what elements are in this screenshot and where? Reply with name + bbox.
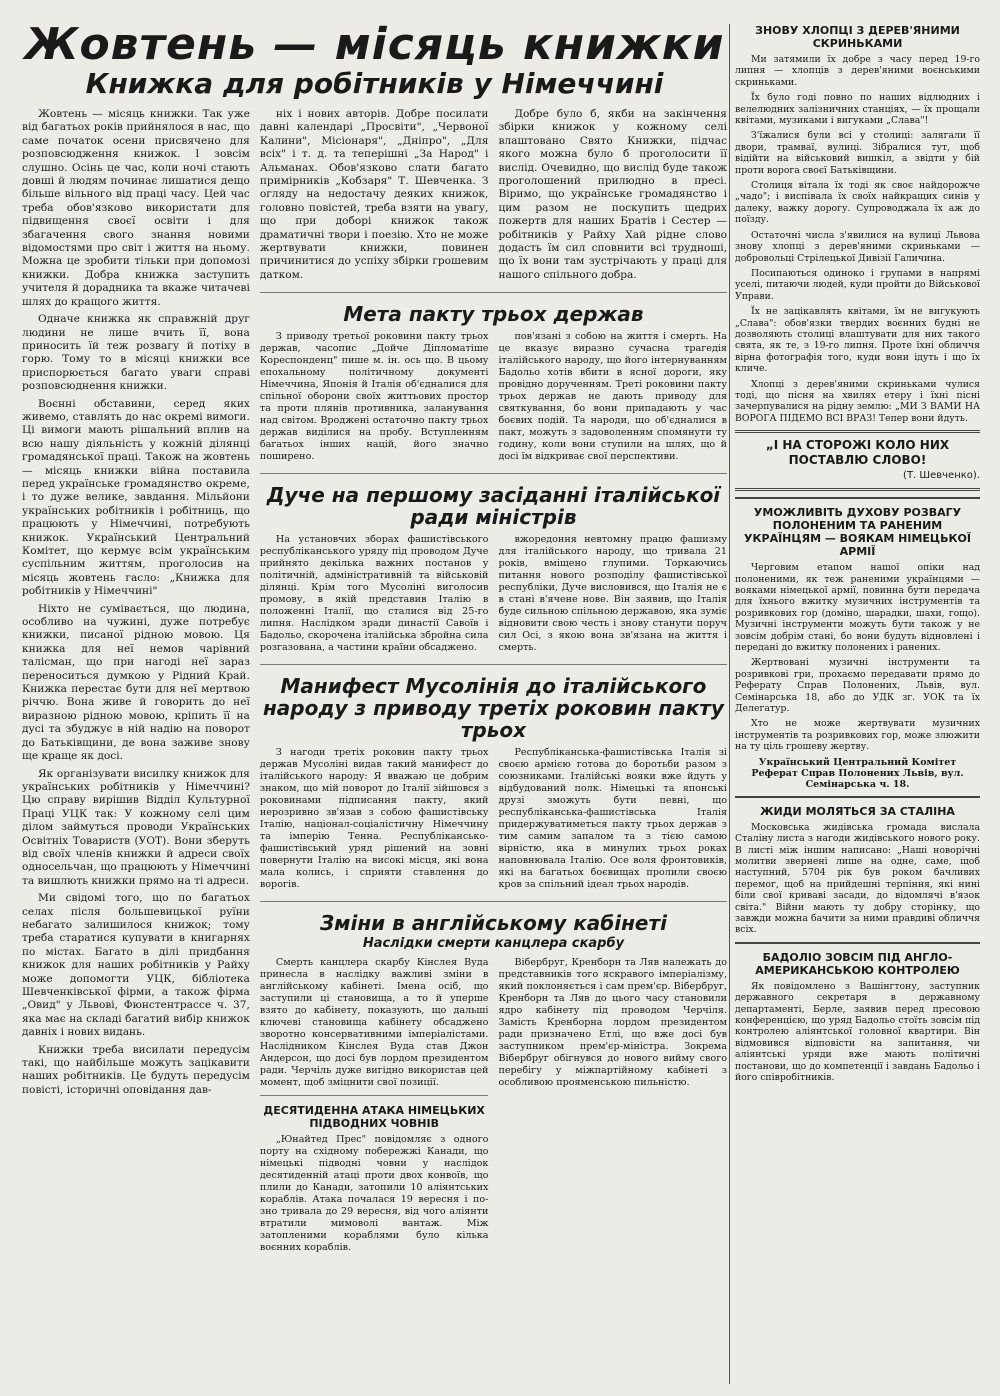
article-cabinet-title: Зміни в англійському кабінеті	[319, 911, 667, 936]
lead-paragraph-2: ніх і нових авторів. Добре посилати давні календарі „Просвіти", „Червоної Калини", Місіонаря", „Дніпро", „Для всіх" і т. д. та теперішні „За Народ" і Альманах. Обов'язково слати багато примірників „Кобзаря" Т. Шевченка. З огляду на недостачу деяких книжок, головно повістей, треба взяти на увагу, що при доборі книжок також драматичні твори і поезію. Хто не може жертвувати книжки, повинен причинитися до успіху збірки грошевим датком.	[259, 108, 489, 281]
story-volunteers-paragraph: Остаточні числа з'явилися на вулиці Львова знову хлопці з дерев'яними скриньками — добровольці Стрілецької Дивізії Галичина.	[735, 229, 980, 264]
article-council-title: Дуче на першому засіданні італійської ради міністрів	[266, 483, 721, 530]
story-prisoners-title: УМОЖЛИВІТЬ ДУХОВУ РОЗВАГУ ПОЛОНЕНИМ ТА РАНЕНИМ УКРАЇНЦЯМ — ВОЯКАМ НІМЕЦЬКОЇ АРМІЇ	[744, 506, 971, 559]
story-badoglio	[735, 942, 980, 1084]
article-pact-left: З приводу третьої роковини пакту трьох держав, часопис „Дойче Діпломатіше Кореспонденц" пише м. ін. ось що. В цьому епохальному політичному документі Німеччина, Японія й Італія об'єдналися для спільної оборони своїх життьових простор та проти плянів противника, заланування над світом. Вроджені остаточно пакту трьох держав виділися на пробу. Вступленням багатьох інших націй, його значно поширено.	[259, 331, 489, 463]
story-stalin-body: Московська жидівська громада вислала Сталіну листа з нагоди жидівського нового року. В листі між іншим написано: „Наші новорічні молитви звернені лише на одне, саме, щоб наступний, 5704 рік був роком бачливих перемог, щоб на прийдешні терпіння, які нині біли свої криваві засади, до відомлячі в'язок світа." Війни мають ту добру сторінку, що завжди можна бачити за ними правдиві обличчя всіх.	[735, 821, 980, 936]
story-stalin	[735, 796, 980, 936]
article-pact-title: Мета пакту трьох держав	[343, 302, 644, 327]
story-badoglio-title: БАДОЛІО ЗОВСІМ ПІД АНГЛО-АМЕРИКАНСЬКОЮ КОНТРОЛЕЮ	[755, 950, 960, 977]
story-volunteers-paragraph: З'їжалися були всі у столиці: залягали її двори, трамваї, вулиці. Зібралися тут, щоб відійти на військовий вишкіл, а звідти у бій проти ворога своєї Батьківщини.	[735, 130, 980, 176]
article-pact-right: пов'язані з собою на життя і смерть. На це вказує виразно сучасна трагедія італійського народу, що його інтернуванням Бадольо хотів вбити в ясної дороги, яку провідно дорученням. Треті роковини пакту трьох держав не дають приводу для святкування, бо вони припадають у час боєвих подій. Та народи, що об'єдналися в пакт, можуть з задоволенням спомянути ту годину, коли вони ступили на шлях, що й досі їм відкриває свої перспективи.	[498, 331, 727, 463]
story-prisoners-paragraph: Черговим етапом нашої опіки над полоненими, як теж раненими українцями — вояками німецької армії, повинна бути передача для їхнього вжитку музичних інструментів та розривкових гор (доміно, шарадки, шахи, гощо). Музичні інструменти можуть бути також у не зовсім добрім стані, бо вони будуть відновлені і передані до вжитку полонених і ранених.	[735, 562, 980, 654]
masthead-title: Жовтень — місяць книжки	[24, 19, 725, 70]
sidebar	[735, 22, 980, 1087]
story-volunteers-paragraph: Їх не зацікавлять квітами, їм не вигукують „Слава": обов'язки твердих воєнних будні не дозволяють столиці влаштувати для них такого свята, як те, з 19-го липня. Проте їхні обличчя вірна фотографія того, куди вони ідуть і що їх кличе.	[735, 306, 980, 375]
story-volunteers-paragraph: Посипаються одиноко і групами в напрямі уселі, питаючи людей, куди пройти до Військової Управи.	[735, 267, 980, 302]
left-paragraph: Воєнні обставини, серед яких живемо, ставлять до нас окремі вимоги. Ці вимоги мають рішальний вплив на всю нашу діяльність у кожній ділянці громадянської праці. Також на жовтень — місяць книжки війна поставила перед українське громадянство окреме, і то дуже велике, завдання. Мільйони українських робітників і робітниць, що працюють у Німеччині, потребують книжок. Український Центральний Комітет, що кермує всім українським суспільним життям, проголосив на місяць жовтень гасло: „Книжка для робітників у Німеччині"	[22, 397, 250, 598]
story-stalin-title: ЖИДИ МОЛЯТЬСЯ ЗА СТАЛІНА	[760, 804, 955, 818]
article-council	[260, 473, 727, 658]
quote-text: „І НА СТОРОЖІ КОЛО НИХ ПОСТАВЛЮ СЛОВО! (Т. Шевченко).	[735, 438, 980, 483]
lead-article	[22, 108, 727, 1258]
article-manifest	[260, 664, 727, 895]
left-paragraph: Як організувати висилку книжок для українських робітників у Німеччині? Цю справу вирішив Відділ Культурної Праці УЦК так: У кожному селі цим ділом займуться проводи Українських Освітніх Товариств (УОТ). Вони зберуть від своїх членів книжки й адреси своїх односельчан, що працюють у Німеччині та вишлють книжки прямо на ті адреси.	[22, 767, 250, 887]
story-badoglio-body: Як повідомлено з Вашінгтону, заступник державного секретаря в державному департаменті, Берле, заявив перед пресовою конференцією, що уряд Бадольо стоїть зовсім під контролею аліянтської головної квартири. Він відмовився відповісти на запитання, чи аліянтські уряди вже мають політичні постанови, що до компетенції і завдань Бадольо і його співробітників.	[735, 980, 980, 1083]
quote-author: (Т. Шевченко).	[903, 470, 980, 482]
story-prisoners-signature: Український Центральний Комітет Реферат Справ Полонених Львів, вул. Семінарська ч. 18.	[751, 756, 964, 790]
story-volunteers-paragraph: Ми затямили їх добре з часу перед 19-го липня — хлопців з дерев'яними воєнськими скриньками.	[735, 54, 980, 88]
story-volunteers-paragraph: Їх було годі повно по наших відлюдних і велелюдних залізничних станціях, — їх прощали квітами, музиками і вигуками „Слава"!	[735, 92, 980, 127]
story-prisoners	[735, 497, 980, 790]
left-paragraph: Ніхто не сумівається, що людина, особливо на чужині, дуже потребує книжки, писаної рідною мовою. Ця книжка для неї немов чарівний талісман, що при нагоді неї зараз переноситься думкою у Рідний Край. Книжка перестає бути для неї мертвою річчю. Вона живе й говорить до неї виразною рідною мовою, кріпить її на дусі та збуджує в ній надію на поворот до Батьківщини, де вона заживе знову ще краще як досі.	[22, 602, 250, 763]
article-manifest-title: Манифест Мусолінія до італійського народу з приводу третіх роковин пакту трьох	[262, 674, 724, 743]
left-paragraph: Одначе книжка як справжній друг людини не лише вчить її, вона приносить їй теж розвагу й потіху в горю. Тому то в місяці книжки все приспорюється багато уваги справі розповсюднення книжки.	[22, 313, 250, 393]
article-uboats-body: „Юнайтед Прес" повідомляє з одного порту на східному побережжі Канади, що німецькі підводні човни у наслідок десятиденній атаці проти двох конвоїв, що плили до Канади, затопили 10 аліянтських кораблів. Атака почалася 19 вересня і по-зно тривала до 29 вересня, від чого аліянти втратили мимоволі вантаж. Між затопленими кораблями було кілька воєнних кораблів.	[259, 1134, 489, 1254]
article-cabinet-left: Смерть канцлера скарбу Кінслея Вуда принесла в наслідку важливі зміни в англійському кабінеті. Імена осіб, що заступили ці становища, а то й уперше взято до кабінету, показують, що дальші ключеві становища кабінету обсаджено зворотно консервативними імперіалістами. Наслідником Кінслея Вуда став Джон Андерсон, що досі був лордом президентом ради. Черчіль дуже вигідно використав цей момент, щоб зміцнити свої позиції.	[259, 957, 489, 1089]
left-paragraph: Книжки треба висилати передусім такі, що найбільше можуть зацікавити наших робітників. Це будуть передусім повісті, історичні оповідання дав-	[22, 1043, 250, 1096]
story-volunteers-title: ЗНОВУ ХЛОПЦІ З ДЕРЕВ'ЯНИМИ СКРИНЬКАМИ	[755, 24, 960, 50]
article-council-left: На установчих зборах фашистівського республіканського уряду під проводом Дуче прийнято декілька важних постанов у політичній, адміністративній та військовій ділянці. Крім того Мусоліні виголосив промову, в якій представив Італію в положенні Італії, що сталися від 25-го липня. Наслідком зради династії Савоїв і Бадольо, скорочена італійська збройна сила розгазована, а частини країни обсаджено.	[259, 534, 489, 654]
lead-column-1	[22, 108, 250, 1258]
article-cabinet-right: Вібербруг, Кренборн та Ляв належать до представників того яскравого імперіалізму, який поклоняється і сам прем'єр. Вібербруг, Кренборн та Ляв до цього часу становили ядро кабінету під проводом Черчіля. Замість Кренборна лордом президентом ради призначено Етлі, що вже досі був заступником прем'єр-міністра. Зокрема Вібербруг обігнувся до нового вийму свого перебігу у міжпартійному кабінеті з особливою прояменською пильністю.	[498, 957, 727, 1089]
masthead-subtitle: Книжка для робітників у Німеччині	[85, 67, 664, 100]
lead-paragraph-1: Жовтень — місяць книжки. Так уже від багатьох років прийнялося в нас, що саме початок осени присвячено для розповсюдження книжок. І зовсім слушно. Осінь це час, коли ночі стають довші й людям починає лишатися дещо більше вільного від праці часу. Цей час треба обов'язково використати для підвищення своєї освіти і для збагачення свого знання новими відомостями про світ і життя на ньому. Можна це зробити тільки при допомозі книжки. Добра книжка заступить учителя й дорадника та вкаже читачеві шлях до кращого життя.	[22, 108, 250, 308]
main-section	[22, 19, 727, 1258]
article-manifest-right: Республіканська-фашистівська Італія зі своєю армією готова до боротьби разом з союзниками. Італійські вояки вже йдуть у відбудований полк. Німецькі та японські друзі зможуть бути певні, що республіканська-фашистівська Італія придержуватиметься пакту трьох держав з тим самим запалом та з тією самою вірністю, яка в минулих трьох роках наповнювала Італію. Осе воля фронтовиків, які на багатьох боєвищах пролили своєю кров за спільний ідеал трьох народів.	[498, 747, 727, 891]
story-prisoners-paragraph: Хто не може жертвувати музичних інструментів та розривкових гор, може злюжити на ту ціль грошеву жертву.	[735, 718, 980, 753]
quote-box	[735, 430, 980, 491]
article-council-right: вжоредоння невтомну працю фашизму для італійського народу, що тривала 21 років, вміщено глупими. Торкаючись питання нового розподілу фашистівської республіки, Дуче висловився, що Італія не є в стані в'ячене нове. Він заявив, що Італія буде сильною спільною державою, яка зуміє відновити свою честь і знову станути поруч сил Осі, з якою вона зв'язана на життя і смерть.	[498, 534, 727, 654]
column-divider	[729, 24, 730, 1384]
article-manifest-left: З нагоди третіх роковин пакту трьох держав Мусоліні видав такий манифест до італійського народу: Я вважаю це добрим знаком, що мій поворот до Італії зійшовся з роковинами підписання пакту, який нерозривно зв'язав з собою фашистівську Італію, націонал-соціалістичну Німеччину та імперію Тенна. Республікансько-фашистівський уряд рішений на зовні повернути Італію на високі місця, які вона мала колись, і сприяти ставлення до ворогів.	[259, 747, 489, 891]
story-volunteers	[735, 24, 980, 424]
article-cabinet-subtitle: Наслідки смерти канцлера скарбу	[362, 936, 625, 952]
article-pact	[260, 292, 727, 467]
lead-paragraph-3: Добре було б, якби на закінчення збірки книжок у кожному селі влаштовано Свято Книжки, підчас якого можна було б проголосити її вислід. Очевидно, що вислід буде також проголошений прилюдно в пресі. Віримо, що українське громадянство і цим разом не поскупить щедрих пожертв для наших Братів і Сестер — робітників у Райху Хай рідне слово додасть їм сил сповнити всі трудноші, що їх вони там зустрічають у праці для нашого спільного добра.	[498, 108, 727, 281]
lead-continuation	[260, 108, 727, 286]
left-paragraph: Ми свідомі того, що по багатьох селах після большевицької руїни небагато залишилося книжок; тому треба старатися купувати в книгарнях по містах. Багато в ділі придбання книжок для наших робітників у Райху може допомогти УЦК, бібліотека Шевченківської фірми, а також фірма „Овид" у Львові, Фюнстентрассе ч. 37, яка має на складі багатий вибір книжок давніх і нових видань.	[22, 892, 250, 1039]
story-volunteers-paragraph: Хлопці з дерев'яними скриньками чулися тоді, що пісня на хвилях етеру і їхні пісні зачерпувалися на рідну землю: „МИ З ВАМИ НА ВОРОГА ПІДЕМО ВСІ ВРАЗ! Тепер вони йдуть.	[735, 378, 980, 424]
article-cabinet	[260, 901, 727, 1258]
story-prisoners-paragraph: Жертвовані музичні інструменти та розривкові гри, прохаємо передавати прямо до Реферату Справ Полонених, Львів, вул. Семінарська 18, або до УДК зг. УОК та їх Делегатур.	[735, 657, 980, 715]
article-uboats-title: ДЕСЯТИДЕННА АТАКА НІМЕЦЬКИХ ПІДВОДНИХ ЧОВНІВ	[263, 1104, 485, 1131]
story-volunteers-paragraph: Столиця вітала їх тоді як своє найдорожче „чадо"; і виспівала їх своїх найкращих синів у далеку, важку дорогу. Супроводжала їх аж до поїзду.	[735, 180, 980, 226]
right-main-area	[260, 108, 727, 1258]
article-uboats	[260, 1095, 489, 1254]
